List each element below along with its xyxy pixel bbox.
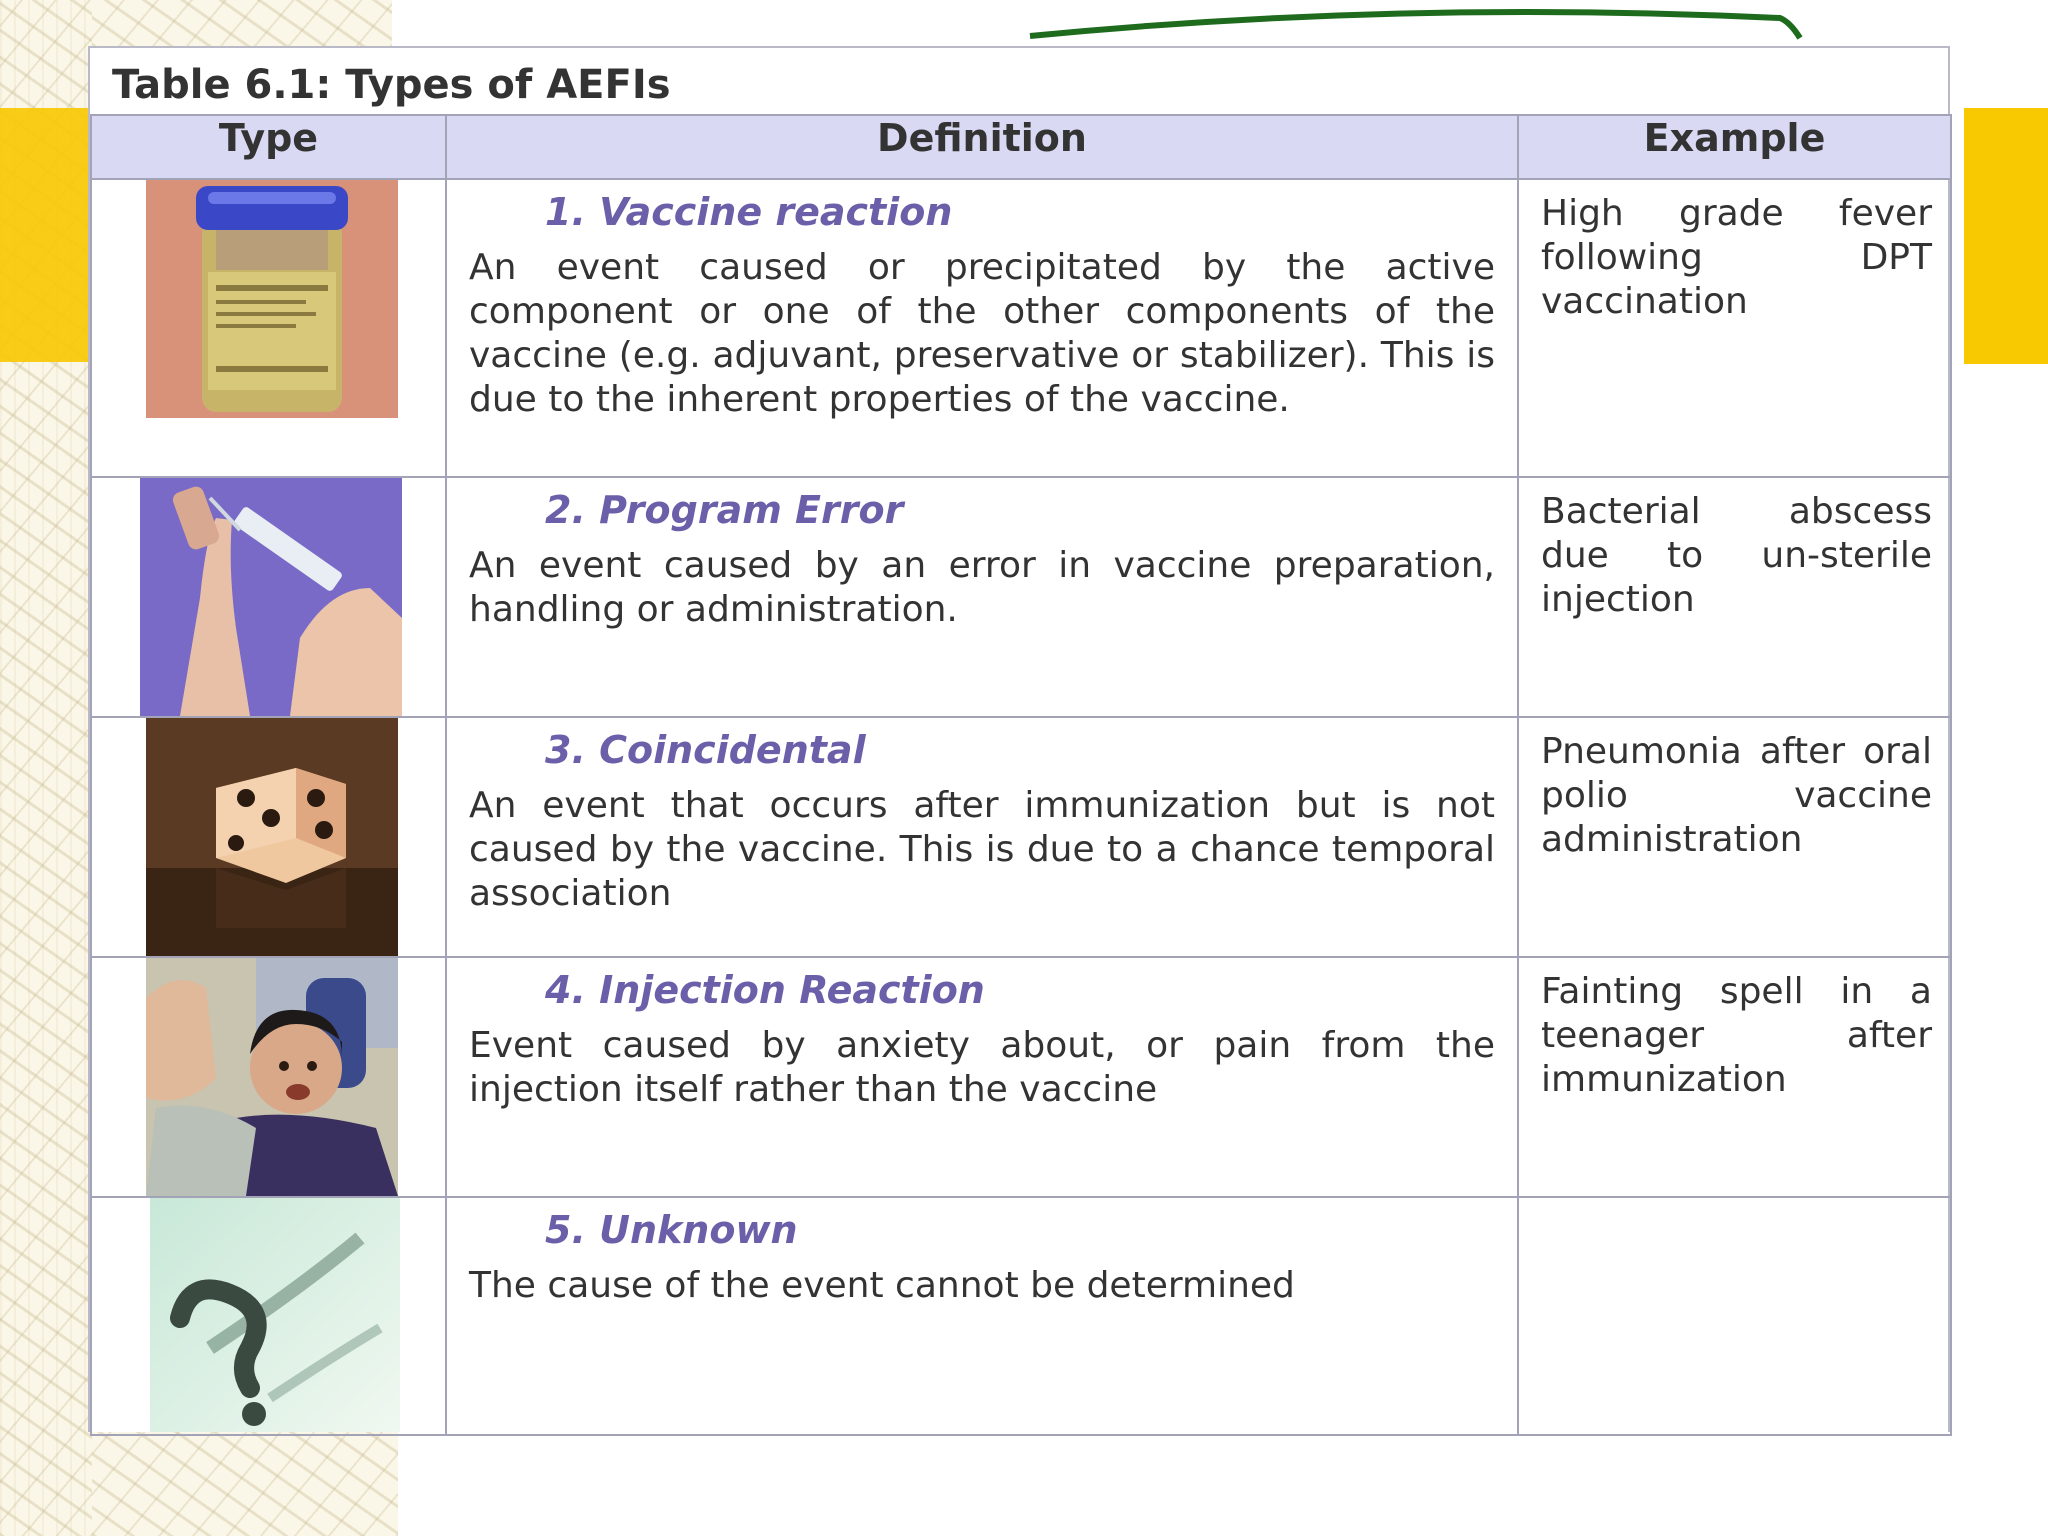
example-text: Fainting spell in a teenager after immunization [1541, 971, 1932, 1100]
aefi-type-title: 2. Program Error [545, 488, 904, 532]
header-definition: Definition [446, 115, 1518, 179]
table-header-row [91, 115, 1951, 179]
type-image-cell [91, 477, 446, 717]
table-row [91, 717, 1951, 957]
type-image-cell [91, 717, 446, 957]
example-text: Bacterial abscess due to un-sterile injection [1541, 491, 1932, 620]
child-injection-icon [146, 958, 398, 1196]
definition-text: An event caused or precipitated by the active component or one of the other components of the vaccine (e.g. adjuvant, preservative or stabilizer). This is due to the inherent properties of the vaccine. [469, 247, 1495, 420]
vaccine-vial-icon [146, 180, 398, 418]
definition-text: Event caused by anxiety about, or pain from the injection itself rather than the vaccine [469, 1025, 1495, 1110]
decorative-pattern-bottom [92, 1432, 398, 1536]
definition-text: The cause of the event cannot be determined [469, 1265, 1295, 1306]
decorative-pattern-top [92, 0, 392, 46]
table-row [91, 179, 1951, 477]
header-type: Type [91, 115, 446, 179]
example-cell [1518, 1197, 1951, 1435]
table-caption: Table 6.1: Types of AEFIs [112, 62, 671, 108]
definition-cell [446, 477, 1518, 717]
syringe-icon [140, 478, 402, 716]
aefi-type-title: 5. Unknown [545, 1208, 798, 1252]
question-mark-icon [150, 1198, 400, 1432]
example-cell [1518, 477, 1951, 717]
type-image-cell [91, 957, 446, 1197]
table-row [91, 1197, 1951, 1435]
yellow-accent-left [0, 108, 92, 362]
definition-text: An event caused by an error in vaccine preparation, handling or administration. [469, 545, 1495, 630]
table-row [91, 957, 1951, 1197]
yellow-accent-right [1964, 108, 2048, 364]
green-arc-decoration [1020, 0, 1820, 50]
aefi-type-title: 3. Coincidental [545, 728, 866, 772]
type-image-cell [91, 179, 446, 477]
definition-cell [446, 717, 1518, 957]
example-cell [1518, 717, 1951, 957]
aefi-table [90, 114, 1952, 1436]
definition-cell [446, 1197, 1518, 1435]
definition-cell [446, 179, 1518, 477]
aefi-type-title: 4. Injection Reaction [545, 968, 985, 1012]
example-cell [1518, 957, 1951, 1197]
document-page [88, 46, 1950, 1432]
definition-cell [446, 957, 1518, 1197]
dice-icon [146, 718, 398, 956]
example-text: High grade fever following DPT vaccination [1541, 193, 1932, 322]
table-row [91, 477, 1951, 717]
example-cell [1518, 179, 1951, 477]
type-image-cell [91, 1197, 446, 1435]
header-example: Example [1518, 115, 1951, 179]
aefi-type-title: 1. Vaccine reaction [545, 190, 953, 234]
definition-text: An event that occurs after immunization but is not caused by the vaccine. This is due to a chance temporal association [469, 785, 1495, 914]
example-text: Pneumonia after oral polio vaccine administration [1541, 731, 1932, 860]
